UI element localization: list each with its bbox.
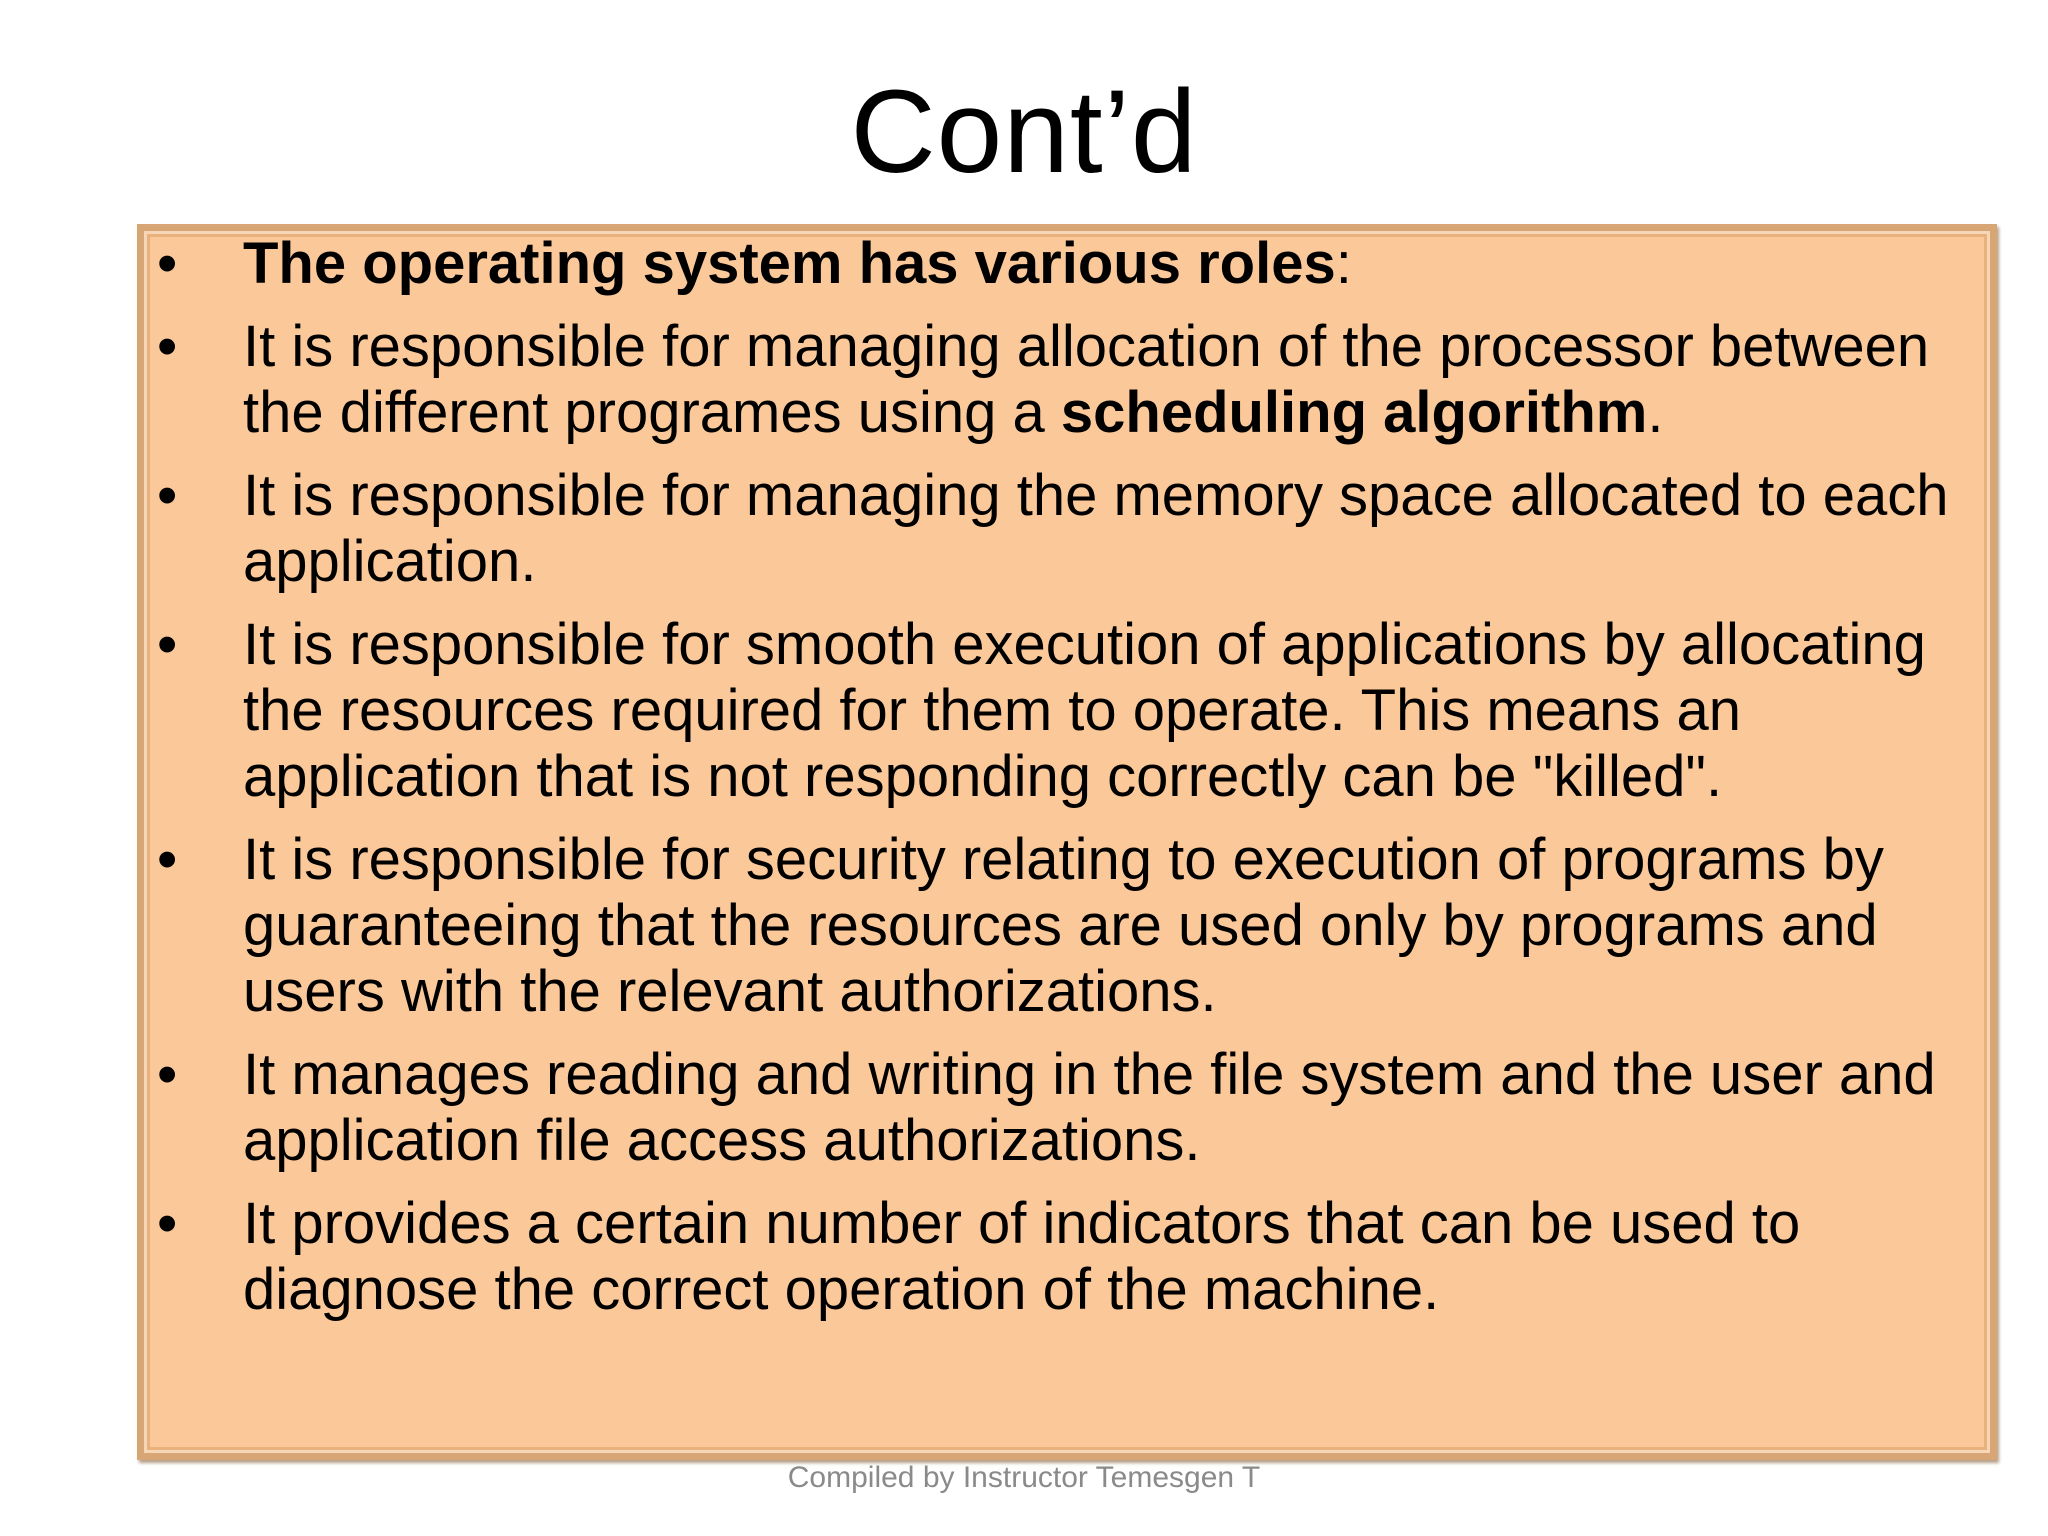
bullet-text: : bbox=[1335, 231, 1352, 296]
bullet-dot: • bbox=[157, 231, 178, 296]
bullet-item-execution bbox=[144, 612, 1990, 810]
bullet-item-roles bbox=[144, 231, 1990, 297]
bullet-item-processor bbox=[144, 314, 1990, 446]
bullet-text: It is responsible for managing allocation of the processor between the different programes using a bbox=[243, 314, 1930, 445]
bullet-dot: • bbox=[157, 314, 178, 379]
bullet-text: It manages reading and writing in the file system and the user and application file access authorizations. bbox=[243, 1042, 1936, 1173]
bullet-text: It is responsible for security relating to execution of programs by guaranteeing that the resources are used only by programs and users with the relevant authorizations. bbox=[243, 827, 1884, 1024]
bullet-text: It is responsible for smooth execution of applications by allocating the resources required for them to operate. This means an application that is not responding correctly can be "killed". bbox=[243, 612, 1926, 809]
slide-footer: Compiled by Instructor Temesgen T bbox=[787, 1461, 1261, 1494]
bullet-list bbox=[144, 231, 1990, 1340]
bullet-text: It is responsible for managing the memory space allocated to each application. bbox=[243, 463, 1949, 594]
bullet-item-file-system bbox=[144, 1042, 1990, 1174]
bullet-dot: • bbox=[157, 1042, 178, 1107]
bullet-dot: • bbox=[157, 1191, 178, 1256]
bullet-tail: . bbox=[1647, 380, 1664, 445]
bullet-bold-lead: The operating system has various roles bbox=[243, 231, 1336, 296]
bullet-bold-term: scheduling algorithm bbox=[1060, 380, 1648, 445]
bullet-dot: • bbox=[157, 612, 178, 677]
bullet-item-memory bbox=[144, 463, 1990, 595]
bullet-item-indicators bbox=[144, 1191, 1990, 1323]
bullet-dot: • bbox=[157, 463, 178, 528]
bullet-text: It provides a certain number of indicators that can be used to diagnose the correct operation of the machine. bbox=[243, 1191, 1801, 1322]
slide-title: Cont’d bbox=[850, 66, 1198, 198]
bullet-item-security bbox=[144, 827, 1990, 1025]
content-box bbox=[137, 224, 1997, 1460]
bullet-dot: • bbox=[157, 827, 178, 892]
